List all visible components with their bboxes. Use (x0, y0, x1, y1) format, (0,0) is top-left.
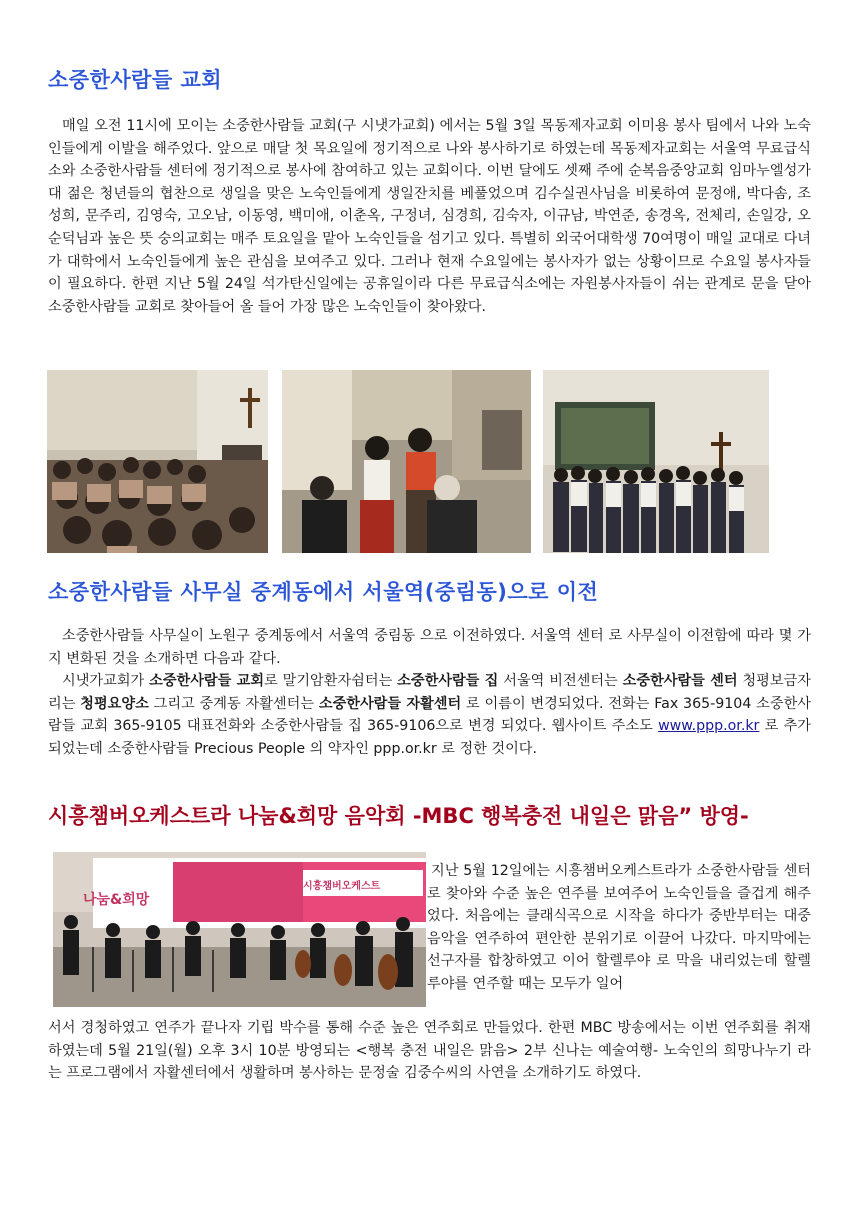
photo-youth-group (543, 370, 769, 553)
section2-p2 (48, 670, 811, 760)
section1-text: 매일 오전 11시에 모이는 소중한사람들 교회(구 시냇가교회) 에서는 5월 3일 목동제자교회 이미용 봉사 팀에서 나와 노숙인들에게 이발을 해주었다. 앞으로 매달 첫 목요일에 정기적으로 나와 봉사하기로 하였는데 목동제자교회는 서울역 무료급식소와 소중한사람들 센터에 정기적으로 봉사에 참여하고 있는 교회이다. 이번 달에도 셋째 주에 순복음중앙교회 임마누엘성가대 젊은 청년들의 협찬으로 생일을 맞은 노숙인들에게 생일잔치를 베풀었으며 김수실권사님을 비롯하여 문정애, 박다솜, 조성희, 문주리, 김영숙, 고오남, 이동영, 백미애, 이춘옥, 구정녀, 심경희, 김숙자, 이규남, 박연준, 송경옥, 전체리, 손일강, 오순덕님과 높은 뜻 숭의교회는 매주 토요일을 맡아 노숙인들을 섬기고 있다. 특별히 외국어대학생 70여명이 매일 교대로 다녀가 대학에서 노숙인들에게 높은 관심을 보여주고 있다. 그러나 현재 수요일에는 봉사자가 없는 상황이므로 수요일 봉사자들이 필요하다. 한편 지난 5월 24일 석가탄신일에는 공휴일이라 다른 무료급식소에는 자원봉사자들이 쉬는 관계로 문을 닫아 소중한사람들 교회로 찾아들어 올 들어 가장 많은 노숙인들이 찾아왔다. (48, 118, 811, 315)
section2-p1 (48, 625, 811, 670)
new-name-church: 소중한사람들 교회 (149, 673, 265, 689)
section1-title: 소중한사람들 교회 (48, 68, 223, 92)
section2-p2-a: 시냇가교회가 (62, 673, 150, 689)
photo-church-service (47, 370, 268, 553)
section2-p2-g: 로 이름이 변경되었다. 전화는 Fax 365-9104 소중한사람들 교회 365-9105 대표전화와 소중한사람들 집 365-9106으로 변경 되었다. 웹사이트 주소도 (48, 695, 812, 735)
section2-p2-e: 청평보금자리는 (48, 673, 811, 712)
section3-full-text: 서서 경청하였고 연주가 끝나자 기립 박수를 통해 수준 높은 연주회로 만들었다. 한편 MBC 방송에서는 이번 연주회를 취재하였는데 5월 21일(월) 오후 3시 10분 방영되는 <행복 충전 내일은 맑음> 2부 신나는 예술여행- 노숙인의 희망나누기 라는 프로그램에서 자활센터에서 생활하며 봉사하는 문정술 김중수씨의 사연을 소개하기도 하였다. (48, 1020, 811, 1082)
new-name-nursing: 청평요양소 (80, 695, 149, 712)
photo-orchestra (53, 852, 426, 1007)
new-name-selfsupport: 소중한사람들 자활센터 (318, 695, 462, 712)
photo-haircut (282, 370, 531, 553)
section2-p2-h: 로 추가 되었는데 소중한사람들 Precious People 의 약자인 ppp.or.kr 로 정한 것이다. (48, 718, 811, 757)
section2-title: 소중한사람들 사무실 중계동에서 서울역(중림동)으로 이전 (48, 580, 599, 604)
section2-p2-c: 로 말기암환자쉼터는 (264, 673, 398, 689)
section3-body-wrap (427, 860, 811, 996)
new-name-home: 소중한사람들 집 (397, 673, 499, 689)
section3-body-full (48, 1017, 811, 1085)
section2-p1-text: 소중한사람들 사무실이 노원구 중계동에서 서울역 중림동 으로 이전하였다. 서울역 센터 로 사무실이 이전함에 따라 몇 가지 변화된 것을 소개하면 다음과 같다. (48, 628, 811, 667)
section3-title: 시흥챔버오케스트라 나눔&희망 음악회 -MBC 행복충전 내일은 맑음” 방영- (48, 804, 749, 828)
new-name-center: 소중한사람들 센터 (622, 673, 738, 689)
section2-p2-f: 그리고 중계동 자활센터는 (148, 695, 319, 712)
section3-wrap-text: 지난 5월 12일에는 시흥챔버오케스트라가 소중한사람들 센터로 찾아와 수준 높은 연주를 보여주어 노숙인들을 즐겁게 해주었다. 처음에는 클래식곡으로 시작을 하다가 중반부터는 대중음악을 연주하여 편안한 분위기로 이끌어 나갔다. 마지막에는 선구자를 합창하였고 이어 할렐루야 로 막을 내리었는데 할렐루야를 연주할 때는 모두가 일어 (427, 863, 811, 992)
banner-text: 나눔&희망 (83, 892, 150, 908)
section2-p2-d: 서울역 비전센터는 (498, 673, 623, 689)
banner-small-text: 시흥챔버오케스트 (303, 881, 381, 892)
section1-body (48, 115, 811, 318)
website-link[interactable]: www.ppp.or.kr (658, 718, 760, 735)
